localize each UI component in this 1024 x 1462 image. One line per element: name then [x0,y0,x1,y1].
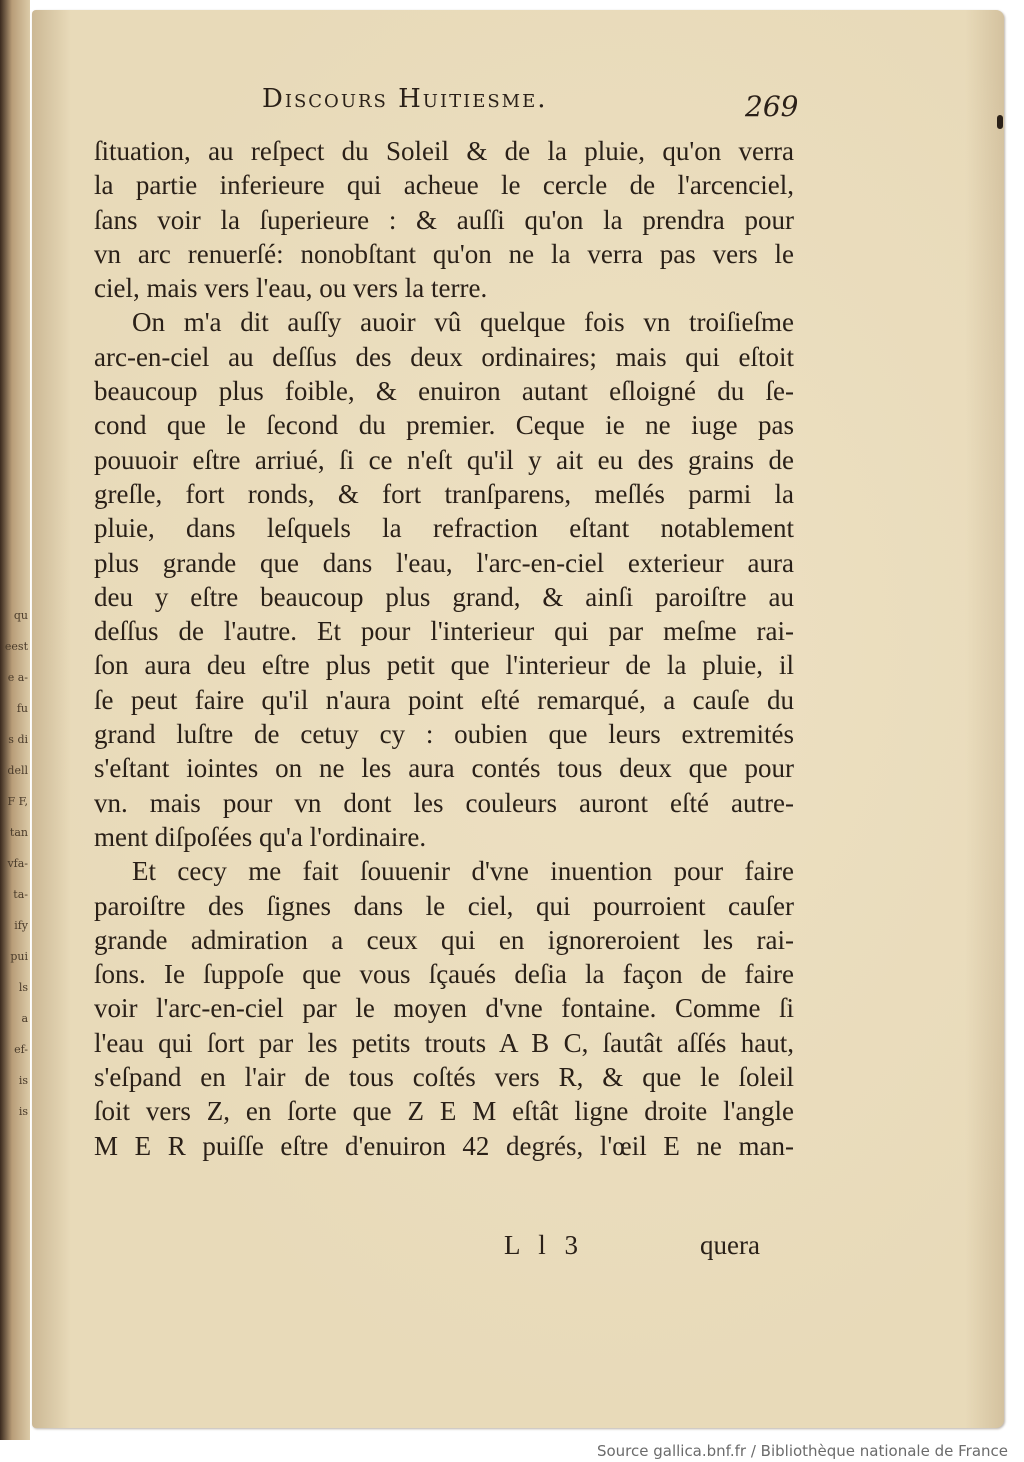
page-edge-mark [997,115,1003,129]
running-head: Discours Huitiesme. [262,84,548,114]
prev-fragment: F F, [7,795,28,808]
text-line: Et cecy me fait ſouuenir d'vne inuention pour faire [132,856,794,887]
text-line: vn. mais pour vn dont les couleurs auront eſté autre- [94,787,794,818]
text-line: ciel, mais vers l'eau, ou vers la terre. [94,273,488,304]
text-line: ſoit vers Z, en ſorte que Z E M eſtât ligne droite l'angle [94,1096,794,1127]
prev-fragment: e a- [7,671,28,684]
text-line: paroiſtre des ſignes dans le ciel, qui pourroient cauſer [94,890,794,921]
text-line: grand luſtre de cetuy cy : oubien que leurs extremités [94,719,794,750]
body-text [94,134,794,1163]
text-line: ſans voir la ſuperieure : & auſſi qu'on la prendra pour [94,204,794,235]
prev-fragment: vfa- [7,857,28,870]
text-line: ment diſpoſées qu'a l'ordinaire. [94,821,427,852]
prev-fragment: fu [16,702,28,715]
text-line: On m'a dit auſſy auoir vû quelque fois vn troiſieſme [132,307,794,338]
prev-fragment: eest [4,640,28,653]
prev-fragment: pui [10,950,28,963]
text-line: la partie inferieure qui acheue le cercle de l'arcenciel, [94,170,794,201]
text-line: pluie, dans leſquels la refraction eſtant notablement [94,513,794,544]
text-line: ſe peut faire qu'il n'aura point eſté remarqué, a cauſe du [94,684,794,715]
text-line: beaucoup plus foible, & enuiron autant eſloigné du ſe- [94,376,794,407]
previous-page-fragments [0,600,30,1127]
text-line: deu y eſtre beaucoup plus grand, & ainſi paroiſtre au [94,581,794,612]
prev-fragment: a [21,1012,28,1025]
text-line: greſle, fort ronds, & fort tranſparens, meſlés parmi la [94,478,794,509]
page-number: 269 [745,90,799,123]
prev-fragment: ta- [13,888,28,901]
text-line: cond que le ſecond du premier. Ceque ie ne iuge pas [94,410,794,441]
source-credit: Source gallica.bnf.fr / Bibliothèque nationale de France [596,1442,1008,1460]
prev-fragment: tan [9,826,28,839]
text-line: ſons. Ie ſuppoſe que vous ſçaués deſia la façon de faire [94,959,794,990]
text-line: ſituation, au reſpect du Soleil & de la pluie, qu'on verra [94,136,794,166]
text-line: M E R puiſſe eſtre d'enuiron 42 degrés, l'œil E ne man- [94,1130,794,1161]
text-line: arc-en-ciel au deſſus des deux ordinaires; mais qui eſtoit [94,341,794,372]
prev-fragment: ef- [14,1043,28,1056]
prev-fragment: dell [7,764,28,777]
prev-fragment: s di [8,733,28,746]
text-line: grande admiration a ceux qui en ignoreroient les rai- [94,924,794,955]
text-line: plus grande que dans l'eau, l'arc-en-ciel exterieur aura [94,547,794,578]
catchword: quera [700,1230,760,1260]
prev-fragment: qu [13,609,28,622]
text-line: pouuoir eſtre arriué, ſi ce n'eſt qu'il y ait eu des grains de [94,444,794,475]
prev-fragment: ls [18,981,28,994]
prev-fragment: is [18,1105,28,1118]
text-line: s'eſtant iointes on ne les aura contés tous deux que pour [94,753,794,784]
text-line: ſon aura deu eſtre plus petit que l'interieur de la pluie, il [94,650,794,681]
text-line: vn arc renuerſé: nonobſtant qu'on ne la verra pas vers le [94,238,794,269]
prev-fragment: ify [14,919,28,932]
text-line: voir l'arc-en-ciel par le moyen d'vne fontaine. Comme ſi [94,993,794,1024]
text-line: s'eſpand en l'air de tous coſtés vers R, & que le ſoleil [94,1062,794,1093]
signature-mark: L l 3 [504,1230,584,1260]
text-line: deſſus de l'autre. Et pour l'interieur qui par meſme rai- [94,616,794,647]
prev-fragment: is [18,1074,28,1087]
book-page [32,10,1004,1428]
text-line: l'eau qui ſort par les petits trouts A B C, ſautât aſſés haut, [94,1027,794,1058]
